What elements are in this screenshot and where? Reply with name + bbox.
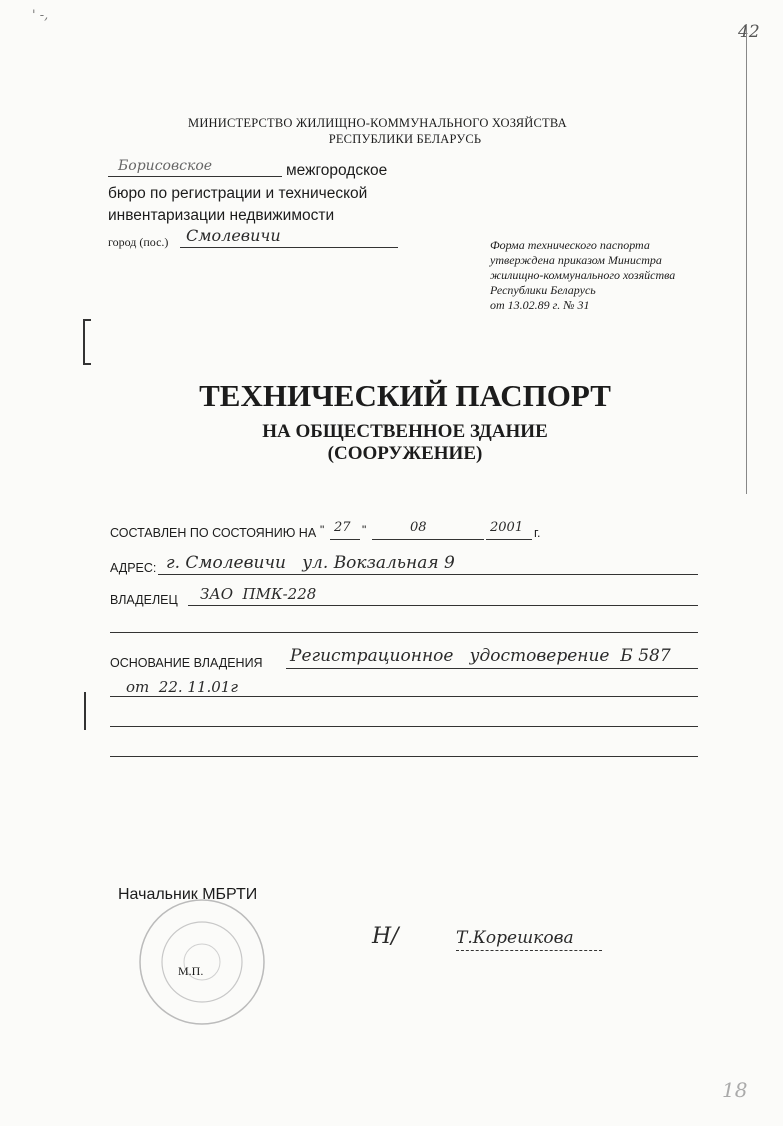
corner-mark-top-left: ' -, [32,8,49,23]
compiled-month-underline [372,539,484,540]
signatory-underline [456,950,602,951]
ministry-line-2: РЕСПУБЛИКИ БЕЛАРУСЬ [328,132,482,146]
city-label: город (пос.) [108,235,169,249]
bureau-name-underline [108,176,282,177]
city-underline [180,247,398,248]
compiled-year: 2001 [490,520,524,535]
ownership-basis-label: ОСНОВАНИЕ ВЛАДЕНИЯ [110,656,263,670]
compiled-day: 27 [334,520,351,535]
scan-edge-line [746,24,747,494]
ministry-line-1: МИНИСТЕРСТВО ЖИЛИЩНО-КОММУНАЛЬНОГО ХОЗЯЙСТВА [188,116,567,130]
bureau-name-handwritten: Борисовское [118,158,213,174]
compiled-year-underline [486,539,532,540]
form-note-line: от 13.02.89 г. № 31 [490,298,590,312]
compiled-close-quote: " [362,523,367,537]
address-underline [158,574,698,575]
subtitle-line-1: НА ОБЩЕСТВЕННОЕ ЗДАНИЕ [262,421,548,442]
ownership-basis-underline-1 [286,668,698,669]
round-stamp [136,896,268,1028]
signatory-name: Т.Корешкова [456,928,574,948]
margin-bracket-bottom [80,690,90,732]
compiled-day-underline [330,539,360,540]
compiled-month: 08 [410,520,427,535]
form-note-line: Форма технического паспорта [490,238,650,252]
margin-bracket-top [80,318,94,366]
ownership-basis-value-1: Регистрационное удостоверение Б 587 [290,646,671,666]
ownership-basis-underline-2 [110,696,698,697]
chief-title: Начальник МБРТИ [118,886,258,903]
subtitle-line-2: (СООРУЖЕНИЕ) [327,443,483,464]
stamp-mark: М.П. [178,964,204,978]
owner-value: ЗАО ПМК-228 [200,585,317,603]
city-value: Смолевичи [186,226,281,245]
address-label: АДРЕС: [110,561,157,575]
form-note-line: утверждена приказом Министра [490,253,662,267]
form-note [490,238,675,313]
signature: Н/ [372,924,399,949]
bureau-suffix: межгородское [286,162,388,179]
compiled-open-quote: " [320,523,325,537]
blank-line [110,756,698,757]
ownership-basis-value-2: от 22. 11.01г [126,678,238,696]
bureau-line-3: инвентаризации недвижимости [108,207,335,224]
page-title: ТЕХНИЧЕСКИЙ ПАСПОРТ [199,378,611,413]
form-note-line: жилищно-коммунального хозяйства [490,268,676,282]
address-value: г. Смолевичи ул. Вокзальная 9 [166,553,455,573]
form-note-line: Республики Беларусь [490,283,596,297]
compiled-year-suffix: г. [534,526,541,540]
compiled-label: СОСТАВЛЕН ПО СОСТОЯНИЮ НА [110,526,317,540]
blank-line [110,726,698,727]
page-number-bottom-right: 18 [722,1078,748,1102]
bureau-line-2: бюро по регистрации и технической [108,185,368,202]
page-number-top-right: 42 [738,22,760,42]
owner-label: ВЛАДЕЛЕЦ [110,593,178,607]
blank-line [110,632,698,633]
owner-underline [188,605,698,606]
